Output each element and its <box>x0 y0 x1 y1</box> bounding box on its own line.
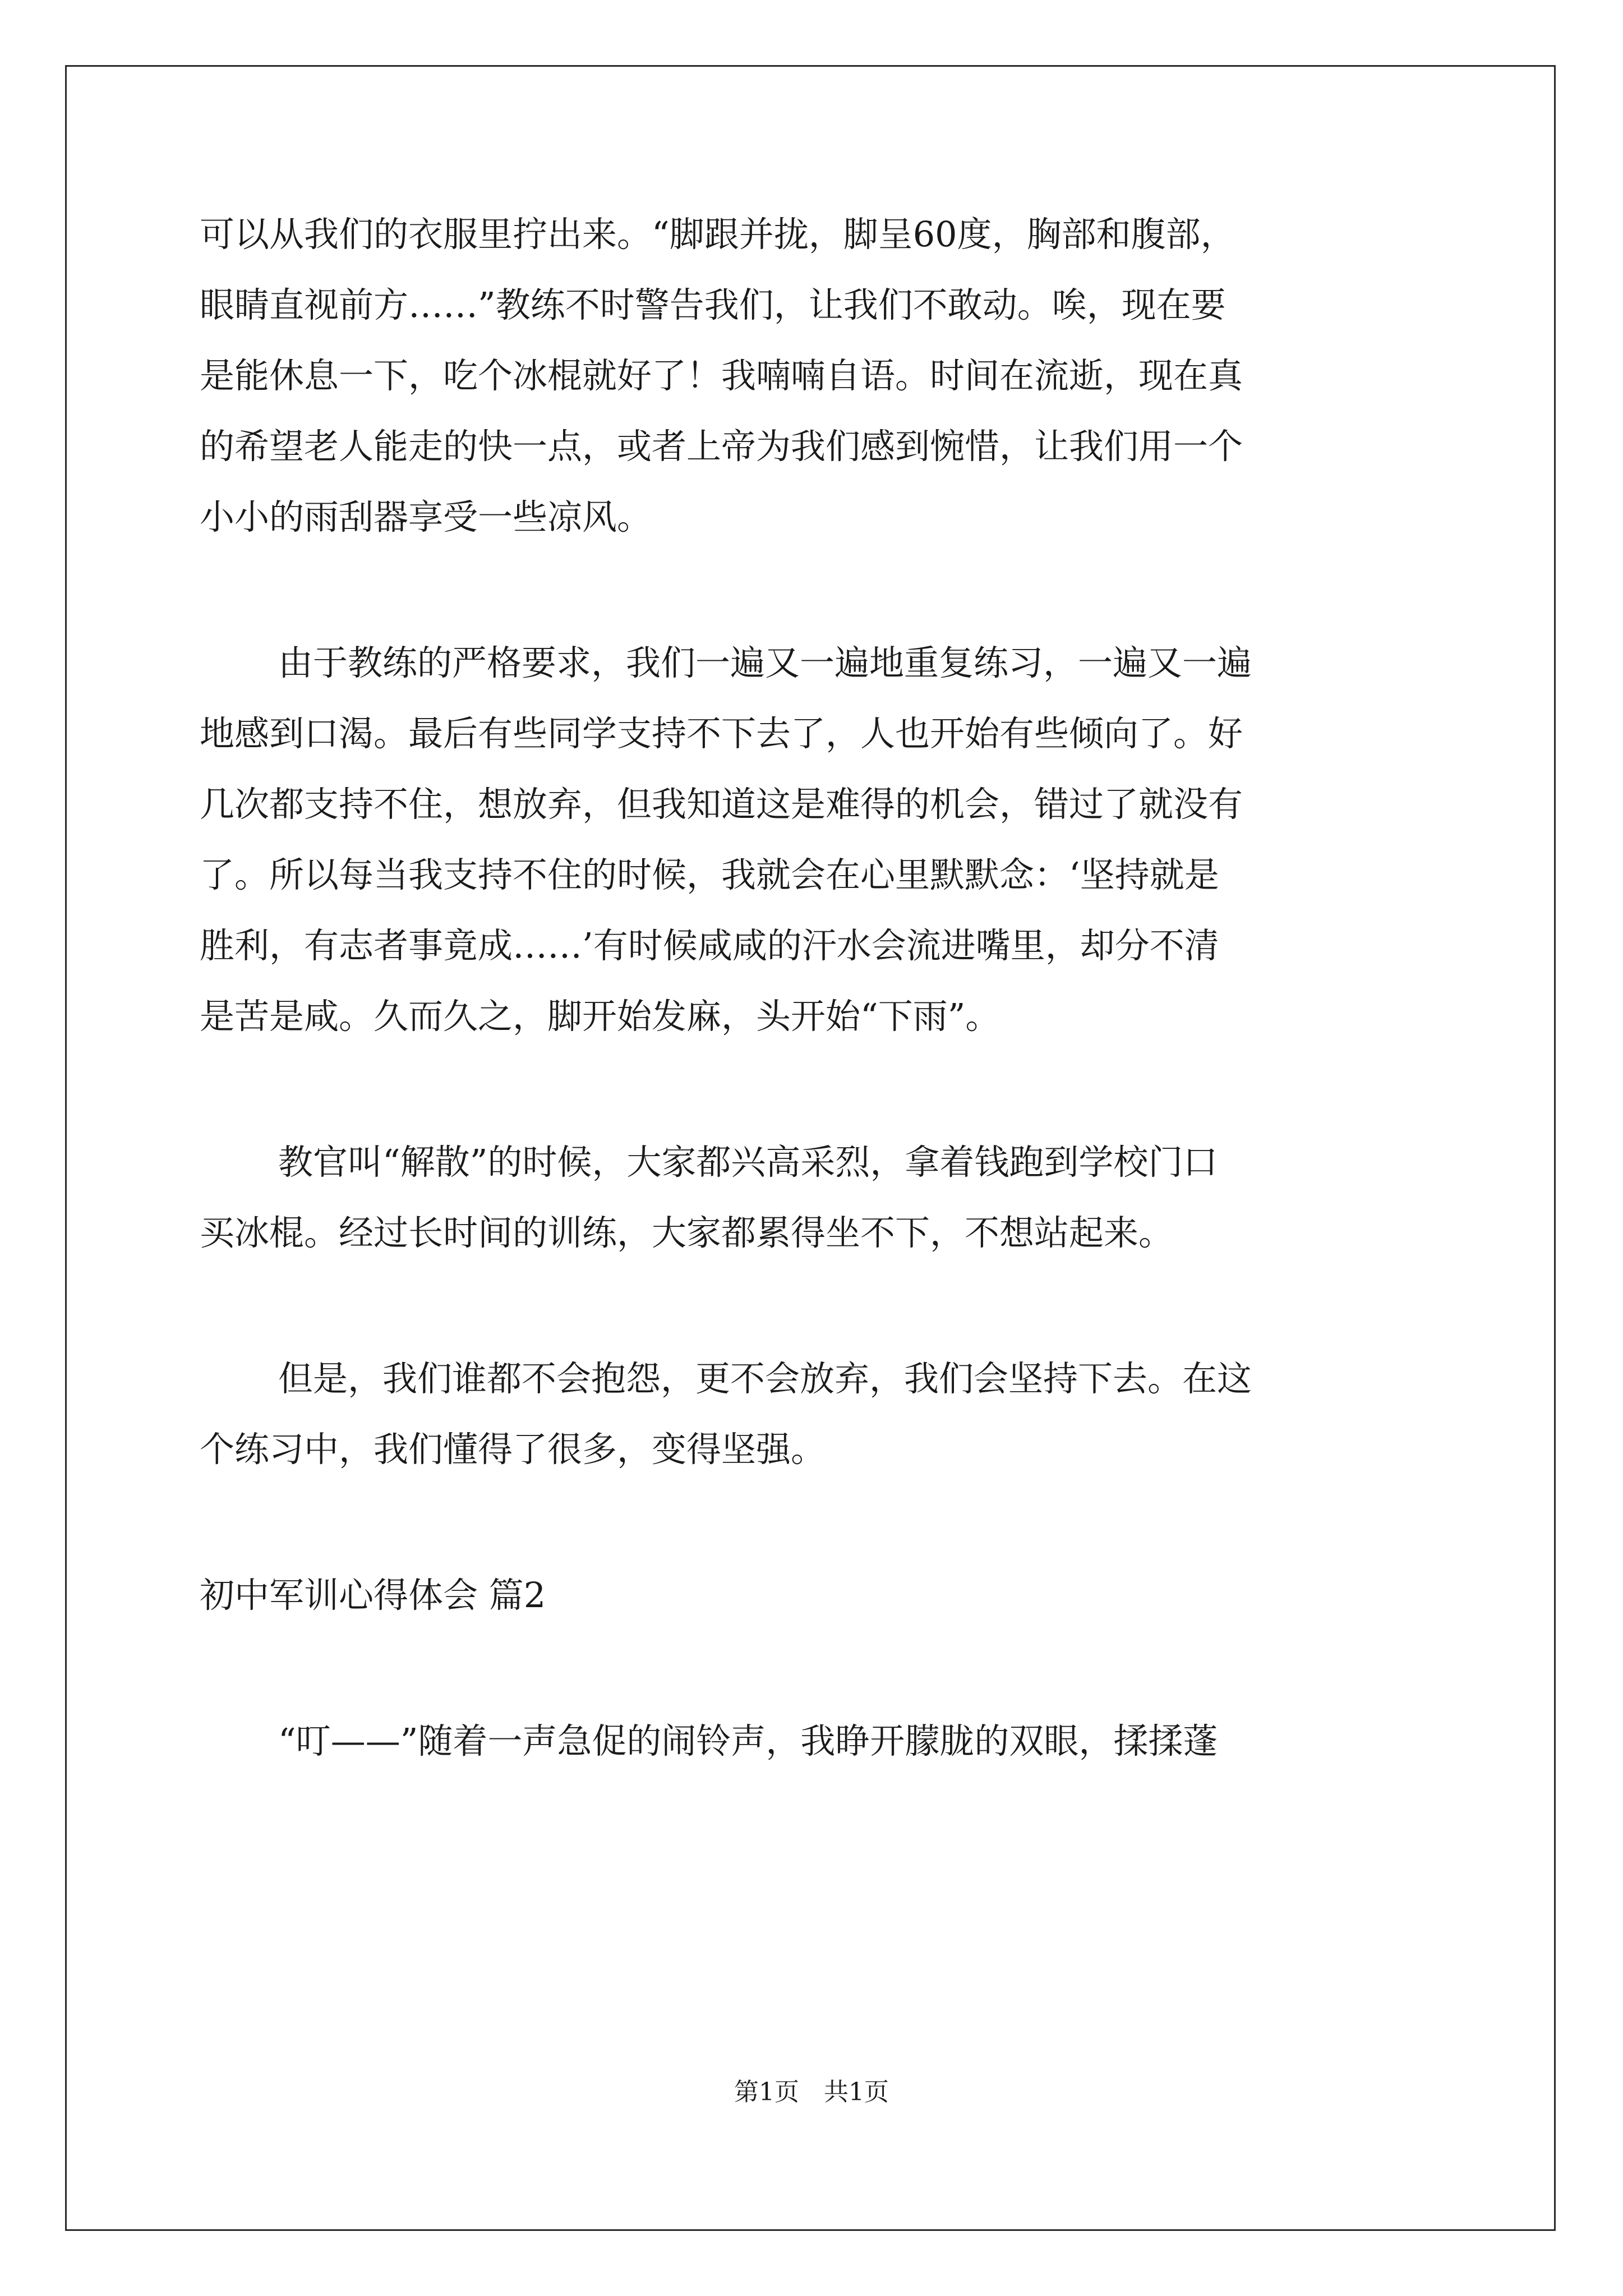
paragraph-gap <box>200 1485 1433 1560</box>
text-line: 但是，我们谁都不会抱怨，更不会放弃，我们会坚持下去。在这 <box>278 1358 1252 1399</box>
text-line: 教官叫“解散”的时候，大家都兴高采烈，拿着钱跑到学校门口 <box>278 1142 1218 1182</box>
text-line: 几次都支持不住，想放弃，但我知道这是难得的机会，错过了就没有 <box>200 784 1243 825</box>
text-line: 是能休息一下，吃个冰棍就好了！我喃喃自语。时间在流逝，现在真 <box>200 355 1243 396</box>
text-line: 胜利，有志者事竟成……’有时候咸咸的汗水会流进嘴里，却分不清 <box>200 925 1219 966</box>
text-line: 地感到口渴。最后有些同学支持不下去了，人也开始有些倾向了。好 <box>200 713 1243 754</box>
text-line: 由于教练的严格要求，我们一遍又一遍地重复练习，一遍又一遍 <box>278 642 1252 683</box>
paragraph-gap <box>200 1631 1433 1706</box>
page-footer: 第1页 共1页 <box>734 2078 889 2106</box>
paragraph-gap <box>200 1268 1433 1343</box>
text-line: “叮——”随着一声急促的闹铃声，我睁开朦胧的双眼，揉揉蓬 <box>278 1720 1218 1761</box>
text-line: 买冰棍。经过长时间的训练，大家都累得坐不下，不想站起来。 <box>200 1212 1174 1253</box>
document-body <box>200 199 1433 1777</box>
text-line: 小小的雨刮器享受一些凉风。 <box>200 496 652 537</box>
paragraph-gap <box>200 1052 1433 1127</box>
text-line: 可以从我们的衣服里拧出来。“脚跟并拢，脚呈60度，胸部和腹部， <box>200 214 1235 255</box>
text-line: 的希望老人能走的快一点，或者上帝为我们感到惋惜，让我们用一个 <box>200 426 1243 467</box>
text-line: 了。所以每当我支持不住的时候，我就会在心里默默念：‘坚持就是 <box>200 854 1219 895</box>
text-line: 是苦是咸。久而久之，脚开始发麻，头开始“下雨”。 <box>200 996 1000 1037</box>
text-line: 眼睛直视前方……”教练不时警告我们，让我们不敢动。唉，现在要 <box>200 284 1226 325</box>
paragraph-gap <box>200 553 1433 628</box>
text-line: 个练习中，我们懂得了很多，变得坚强。 <box>200 1429 826 1470</box>
section-heading: 初中军训心得体会 篇2 <box>200 1575 546 1616</box>
